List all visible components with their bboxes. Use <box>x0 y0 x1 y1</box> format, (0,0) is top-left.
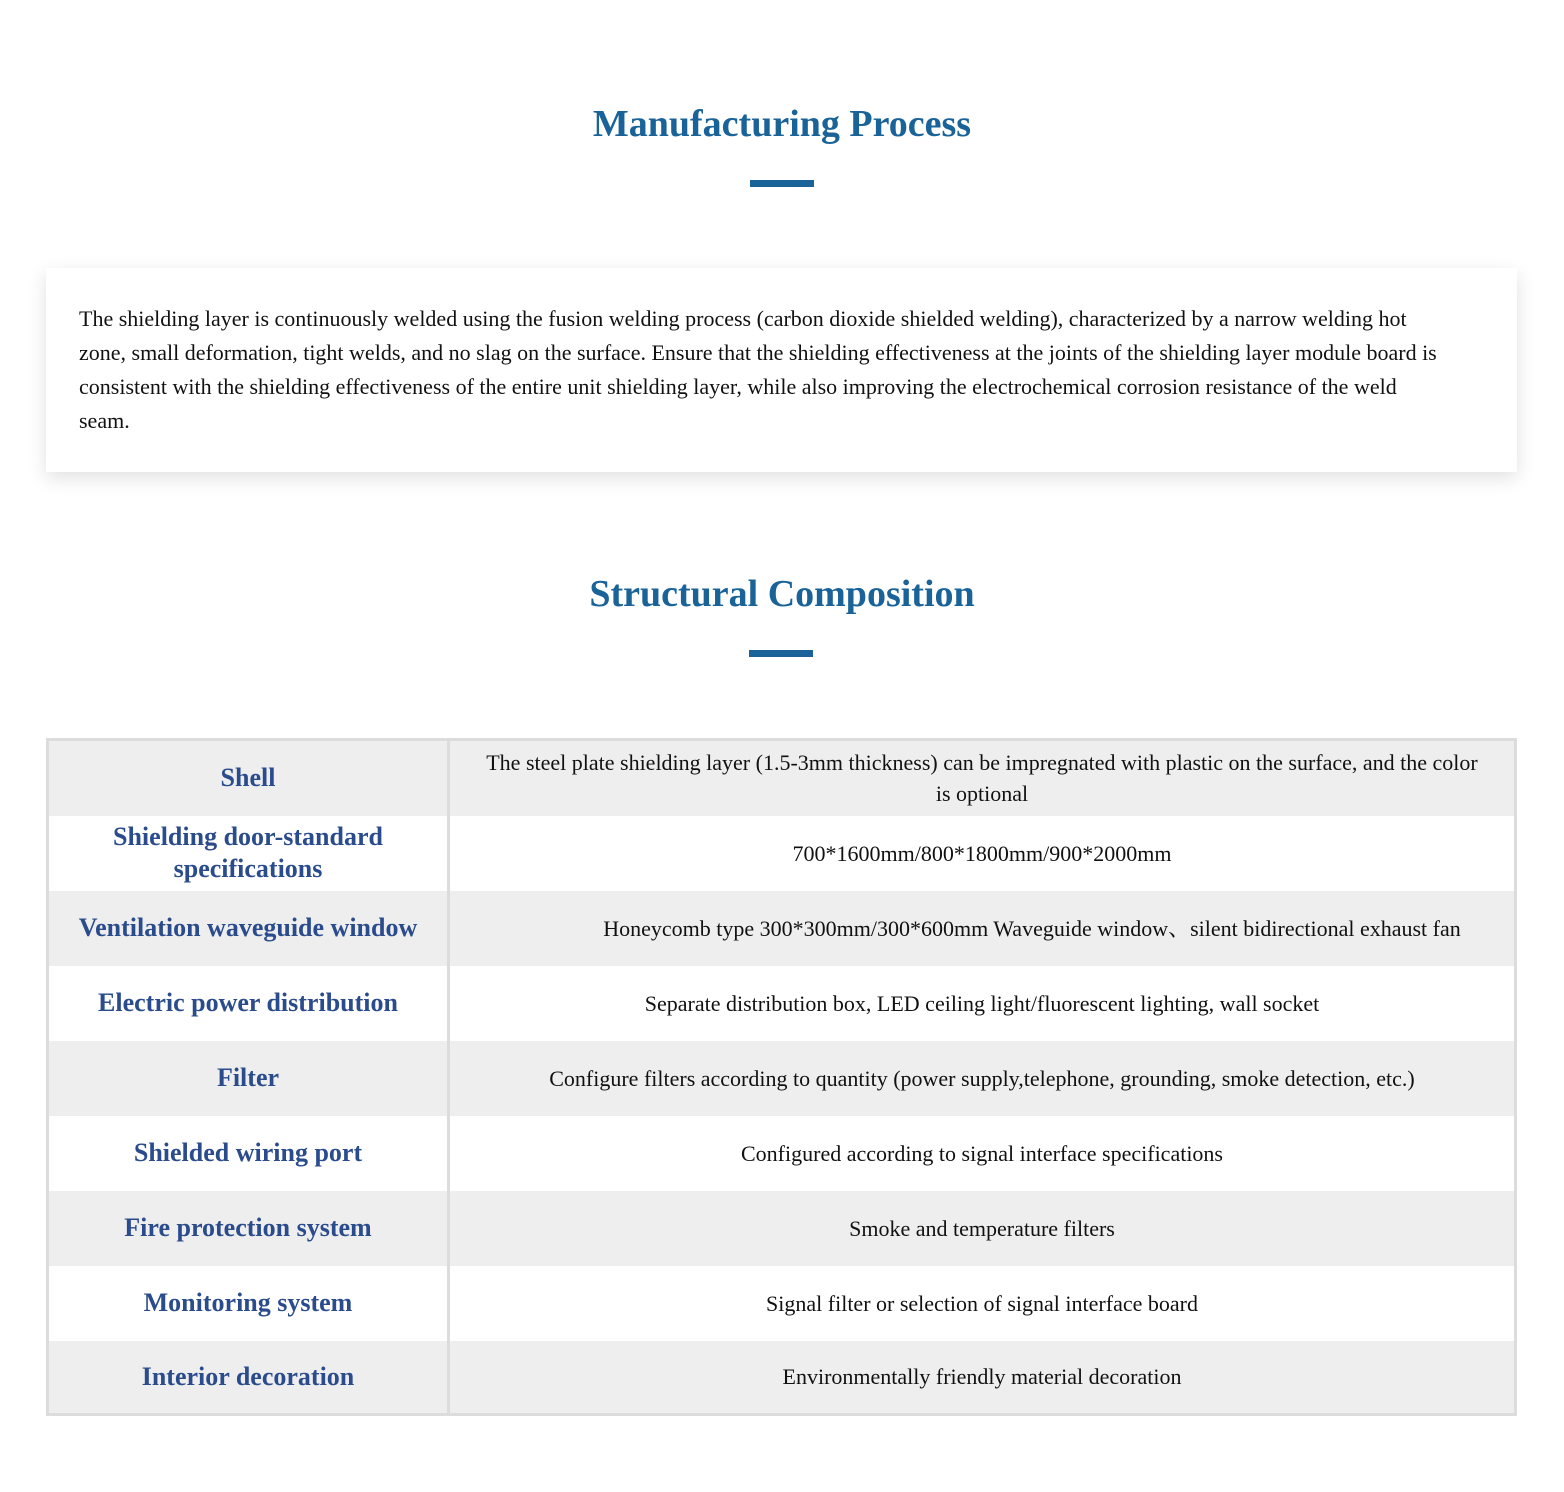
row-value: Signal filter or selection of signal interface board <box>766 1290 1198 1316</box>
row-label: Monitoring system <box>48 1266 449 1341</box>
manufacturing-process-card <box>46 268 1517 472</box>
row-value: Configured according to signal interface specifications <box>741 1140 1223 1166</box>
row-value: Environmentally friendly material decoration <box>782 1364 1182 1390</box>
structural-composition-table <box>46 738 1517 1416</box>
table-row <box>48 1266 1516 1341</box>
title-underline <box>750 180 814 187</box>
row-label: Shell <box>48 740 449 816</box>
row-value: Honeycomb type 300*300mm/300*600mm Waveguide window、silent bidirectional exhaust fan <box>603 915 1461 941</box>
row-value: Configure filters according to quantity (power supply,telephone, grounding, smoke detection, etc.) <box>549 1065 1415 1091</box>
table-row <box>48 1041 1516 1116</box>
table-row <box>48 740 1516 816</box>
manufacturing-process-title: Manufacturing Process <box>592 103 972 145</box>
row-label: Electric power distribution <box>48 966 449 1041</box>
title-underline <box>749 650 813 657</box>
table-row <box>48 966 1516 1041</box>
row-label: Filter <box>48 1041 449 1116</box>
row-label: Interior decoration <box>48 1341 449 1415</box>
row-value: The steel plate shielding layer (1.5-3mm thickness) can be impregnated with plastic on the surface, and the color is optional <box>486 750 1478 807</box>
table-row <box>48 1341 1516 1415</box>
row-value: 700*1600mm/800*1800mm/900*2000mm <box>792 840 1172 866</box>
table-row <box>48 1116 1516 1191</box>
table-row <box>48 891 1516 966</box>
row-label: Fire protection system <box>48 1191 449 1266</box>
row-label: Shielded wiring port <box>48 1116 449 1191</box>
structural-composition-title: Structural Composition <box>589 573 975 615</box>
table-row <box>48 1191 1516 1266</box>
row-label: Ventilation waveguide window <box>48 891 449 966</box>
row-value: Separate distribution box, LED ceiling light/fluorescent lighting, wall socket <box>644 990 1320 1016</box>
row-value: Smoke and temperature filters <box>849 1215 1115 1241</box>
manufacturing-process-text: The shielding layer is continuously welded using the fusion welding process (carbon dioxide shielded welding), characterized by a narrow welding hot zone, small deformation, tight welds, and no slag on the surface. Ensure that the shielding effectiveness at the joints of the shielding layer module board is consistent with the shielding effectiveness of the entire unit shielding layer, while also improving the electrochemical corrosion resistance of the weld seam. <box>79 306 1437 433</box>
row-label: Shielding door-standard specifications <box>48 816 449 891</box>
table-row <box>48 816 1516 891</box>
